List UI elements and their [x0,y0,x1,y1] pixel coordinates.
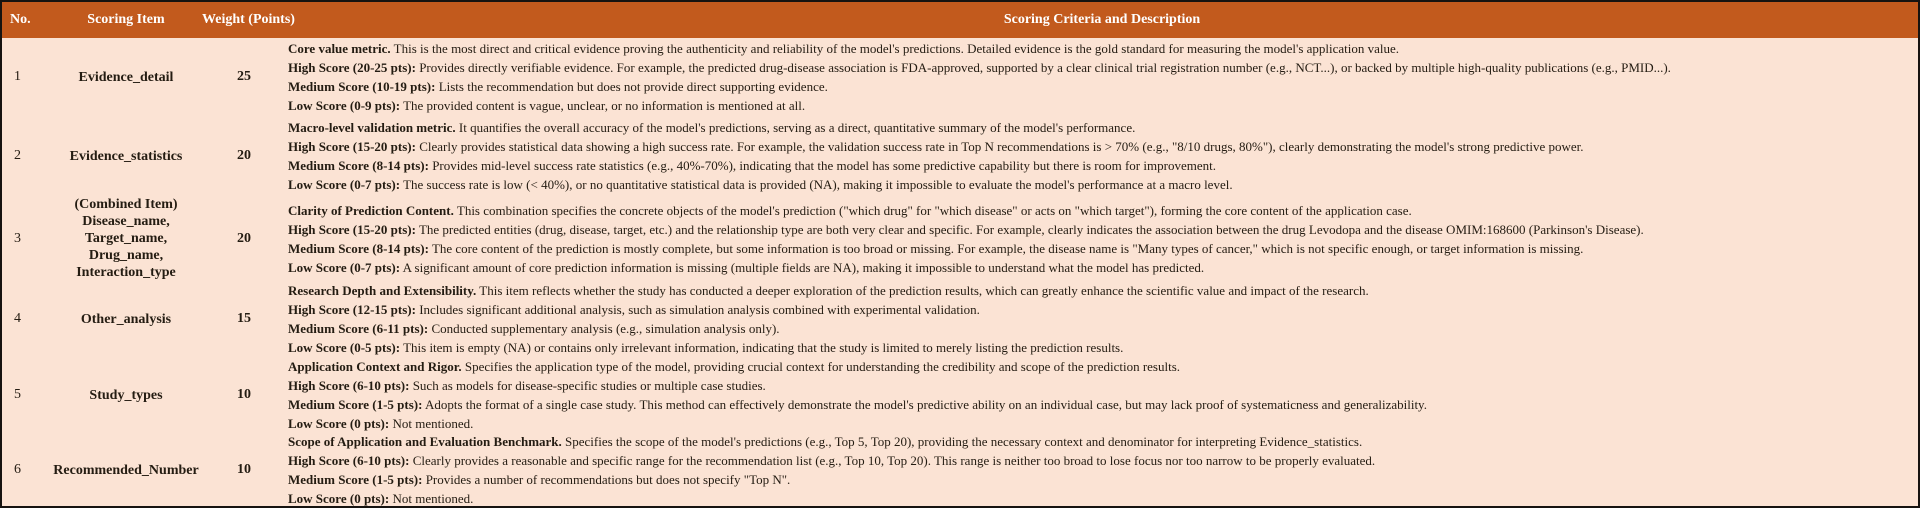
row-number: 5 [14,387,21,402]
criteria-line [288,451,1918,470]
criteria-text: The predicted entities (drug, disease, target, etc.) and the relationship type are both very clear and specific. For example, clearly indicates the association between the drug Levodopa and the disease OMIM:168600 (Parkinson's Disease). [418,221,1644,237]
table-row [2,432,1918,508]
scoring-item-line: Disease_name, [82,214,170,229]
scoring-item-line: Interaction_type [76,265,176,280]
criteria-line [288,376,1918,395]
criteria-text: Provides a number of recommendations but does not specify "Top N". [425,472,791,487]
criteria-text: Conducted supplementary analysis (e.g., simulation analysis only). [431,321,780,336]
criteria-line [288,338,1918,357]
criteria-lead: Core value metric. [288,41,391,56]
criteria-lead: High Score (15-20 pts): [288,139,416,154]
criteria-lead: Low Score (0-7 pts): [288,177,401,192]
table-row [2,196,1918,280]
criteria-text: Not mentioned. [392,491,474,506]
table-row [2,116,1918,196]
criteria-line [288,432,1918,451]
criteria-line [288,96,1918,115]
criteria-cell [286,357,1918,433]
criteria-line [288,395,1918,414]
criteria-text: The success rate is low (< 40%), or no quantitative statistical data is provided (NA), making it impossible to evaluate the model's performance at a macro level. [403,177,1233,192]
table-row [2,280,1918,358]
criteria-lead: Low Score (0-7 pts): [288,259,401,275]
criteria-text: Provides mid-level success rate statistics (e.g., 40%-70%), indicating that the model has some predictive capability but there is room for improvement. [432,158,1216,173]
header-cell-no: No. [10,12,31,27]
criteria-cell [286,432,1918,508]
criteria-lead: High Score (15-20 pts): [288,221,416,237]
criteria-line [288,77,1918,96]
criteria-lead: Medium Score (1-5 pts): [288,397,423,412]
criteria-text: This item is empty (NA) or contains only irrelevant information, indicating that the study is limited to merely listing the prediction results. [403,340,1124,355]
criteria-text: It quantifies the overall accuracy of the model's predictions, serving as a direct, quantitative summary of the model's performance. [458,120,1136,135]
row-number: 4 [14,311,21,326]
criteria-line [288,489,1918,508]
weight-value: 15 [237,311,251,326]
scoring-item: Evidence_statistics [69,148,183,164]
criteria-lead: Low Score (0-9 pts): [288,98,401,113]
criteria-line [288,300,1918,319]
criteria-text: Clearly provides statistical data showing a high success rate. For example, the validation success rate in Top N recommendations is > 70% (e.g., "8/10 drugs, 80%"), clearly demonstrating the model's strong predictive power. [419,139,1584,154]
criteria-text: This is the most direct and critical evidence proving the authenticity and reliability of the model's predictions. Detailed evidence is the gold standard for measuring the model's application value. [393,41,1400,56]
criteria-lead: Clarity of Prediction Content. [288,202,454,218]
criteria-lead: Low Score (0 pts): [288,491,390,506]
criteria-lead: Medium Score (8-14 pts): [288,240,429,256]
criteria-text: Not mentioned. [392,416,474,431]
criteria-line [288,175,1918,194]
scoring-item: Recommended_Number [53,462,199,478]
scoring-item [50,196,202,281]
criteria-lead: Low Score (0-5 pts): [288,340,401,355]
criteria-text: Clearly provides a reasonable and specific range for the recommendation list (e.g., Top 10, Top 20). This range is neither too broad to lose focus nor too narrow to be properly evaluated. [412,453,1376,468]
criteria-text: This combination specifies the concrete objects of the model's prediction ("which drug" for "which disease" or acts on "which target"), forming the core content of the application case. [456,202,1412,218]
header-cell-scoring-item: Scoring Item [87,12,165,27]
header-cell-criteria: Scoring Criteria and Description [1003,12,1201,27]
criteria-cell [286,201,1918,277]
criteria-line [288,156,1918,175]
table-row [2,38,1918,116]
scoring-item-line: (Combined Item) [74,197,178,212]
criteria-lead: Low Score (0 pts): [288,416,390,431]
row-number: 1 [14,69,21,84]
weight-value: 25 [237,69,251,84]
criteria-line [288,414,1918,433]
criteria-text: Lists the recommendation but does not provide direct supporting evidence. [438,79,828,94]
criteria-text: Specifies the application type of the model, providing crucial context for understanding the credibility and scope of the prediction results. [464,359,1181,374]
criteria-text: The core content of the prediction is mostly complete, but some information is too broad or missing. For example, the disease name is "Many types of cancer," which is not specific enough, or target information is missing. [431,240,1584,256]
criteria-lead: High Score (6-10 pts): [288,378,410,393]
criteria-lead: High Score (20-25 pts): [288,60,416,75]
weight-value: 10 [237,462,251,477]
criteria-line [288,357,1918,376]
criteria-lead: Application Context and Rigor. [288,359,462,374]
criteria-text: Specifies the scope of the model's predictions (e.g., Top 5, Top 20), providing the necessary context and denominator for interpreting Evidence_statistics. [565,434,1363,449]
scoring-item-line: Target_name, [84,231,168,246]
criteria-text: Includes significant additional analysis, such as simulation analysis combined with experimental validation. [419,302,980,317]
criteria-line [288,58,1918,77]
criteria-text: A significant amount of core prediction information is missing (multiple fields are NA), making it impossible to understand what the model has predicted. [402,259,1205,275]
criteria-line [288,137,1918,156]
criteria-cell [286,118,1918,194]
criteria-lead: Macro-level validation metric. [288,120,456,135]
weight-value: 10 [237,387,251,402]
criteria-line [288,281,1918,300]
criteria-line [288,220,1918,239]
criteria-text: Such as models for disease-specific studies or multiple case studies. [412,378,766,393]
criteria-text: The provided content is vague, unclear, or no information is mentioned at all. [403,98,806,113]
criteria-cell [286,39,1918,115]
scoring-item: Other_analysis [80,311,172,327]
criteria-line [288,118,1918,137]
criteria-lead: Medium Score (8-14 pts): [288,158,429,173]
criteria-line [288,239,1918,258]
criteria-lead: High Score (12-15 pts): [288,302,416,317]
weight-value: 20 [237,148,251,163]
table-header-row [2,2,1918,38]
criteria-lead: Research Depth and Extensibility. [288,283,477,298]
table-row [2,358,1918,432]
criteria-text: Adopts the format of a single case study. This method can effectively demonstrate the model's predictive ability on an individual case, but may lack proof of systematicness and generalizability. [424,397,1427,412]
criteria-lead: High Score (6-10 pts): [288,453,410,468]
criteria-lead: Scope of Application and Evaluation Benchmark. [288,434,562,449]
criteria-lead: Medium Score (1-5 pts): [288,472,423,487]
criteria-lead: Medium Score (10-19 pts): [288,79,436,94]
weight-value: 20 [237,230,251,246]
criteria-line [288,319,1918,338]
row-number: 3 [14,230,21,246]
criteria-text: This item reflects whether the study has conducted a deeper exploration of the prediction results, which can greatly enhance the scientific value and impact of the research. [479,283,1369,298]
header-cell-weight: Weight (Points) [202,12,295,27]
scoring-item: Evidence_detail [78,69,174,85]
criteria-line [288,201,1918,220]
row-number: 6 [14,462,21,477]
criteria-lead: Medium Score (6-11 pts): [288,321,429,336]
scoring-item: Study_types [89,387,163,403]
criteria-line [288,39,1918,58]
scoring-item-line: Drug_name, [88,248,164,263]
row-number: 2 [14,148,21,163]
criteria-line [288,258,1918,277]
criteria-line [288,470,1918,489]
criteria-cell [286,281,1918,357]
criteria-text: Provides directly verifiable evidence. For example, the predicted drug-disease association is FDA-approved, supported by a clear clinical trial registration number (e.g., NCT...), or backed by multiple high-quality publications (e.g., PMID...). [419,60,1671,75]
